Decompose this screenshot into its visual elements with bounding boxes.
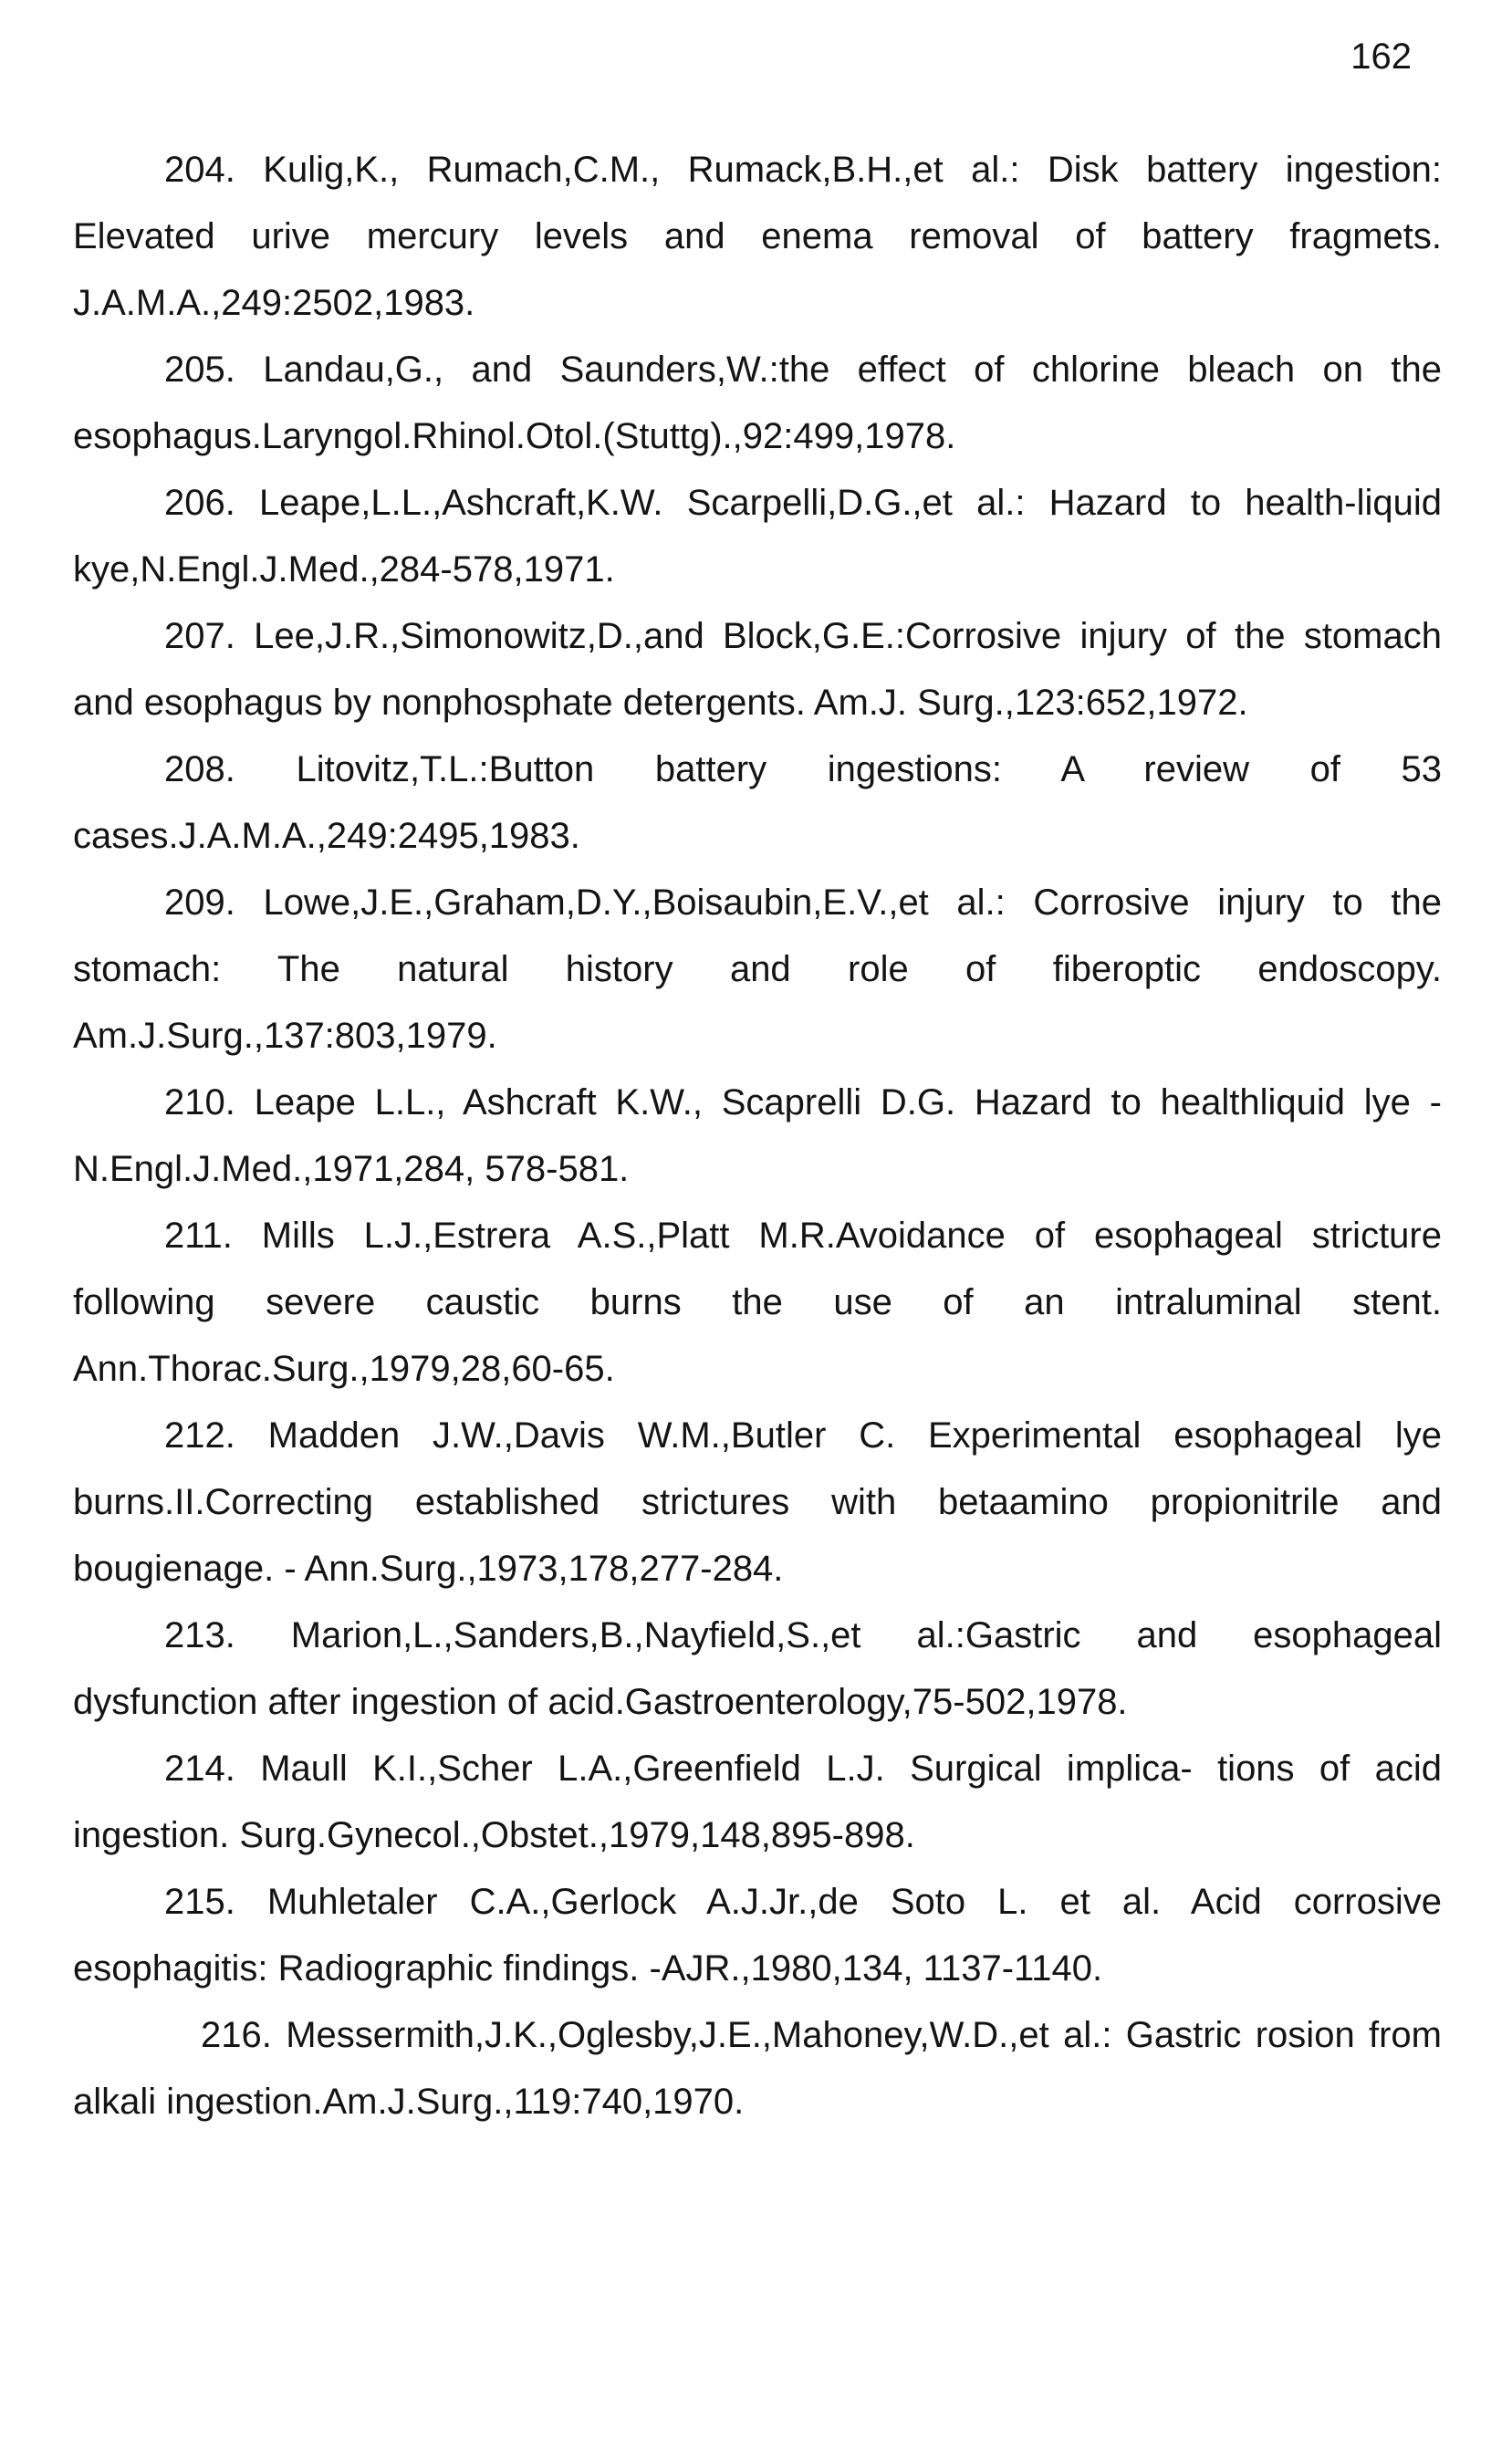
reference-item bbox=[73, 1869, 1442, 2002]
reference-number: 207. bbox=[164, 616, 235, 656]
reference-text: Mills L.J.,Estrera A.S.,Platt M.R.Avoidance of esophageal stricture following severe caustic burns the use of an intraluminal stent. Ann.Thorac.Surg.,1979,28,60-65. bbox=[73, 1216, 1442, 1389]
reference-number: 204. bbox=[164, 150, 235, 190]
reference-number: 216. bbox=[201, 2015, 272, 2055]
reference-text: Leape L.L., Ashcraft K.W., Scaprelli D.G. Hazard to healthliquid lye - N.Engl.J.Med.,1971,284, 578-581. bbox=[73, 1082, 1442, 1189]
reference-item bbox=[73, 603, 1442, 736]
reference-number: 210. bbox=[164, 1082, 235, 1122]
reference-text: Lee,J.R.,Simonowitz,D.,and Block,G.E.:Corrosive injury of the stomach and esophagus by nonphosphate detergents. Am.J. Surg.,123:652,1972. bbox=[73, 616, 1442, 723]
reference-item bbox=[73, 1403, 1442, 1603]
reference-item bbox=[73, 2002, 1442, 2135]
reference-number: 215. bbox=[164, 1882, 235, 1922]
reference-text: Marion,L.,Sanders,B.,Nayfield,S.,et al.:Gastric and esophageal dysfunction after ingestion of acid.Gastroenterology,75-502,1978. bbox=[73, 1615, 1442, 1722]
reference-item bbox=[73, 470, 1442, 603]
reference-number: 208. bbox=[164, 749, 235, 789]
reference-item bbox=[73, 870, 1442, 1070]
reference-text: Leape,L.L.,Ashcraft,K.W. Scarpelli,D.G.,et al.: Hazard to health-liquid kye,N.Engl.J.Med.,284-578,1971. bbox=[73, 483, 1442, 590]
reference-item bbox=[73, 137, 1442, 337]
reference-item bbox=[73, 337, 1442, 470]
reference-text: Madden J.W.,Davis W.M.,Butler C. Experimental esophageal lye burns.II.Correcting established strictures with betaamino propionitrile and bougienage. - Ann.Surg.,1973,178,277-284. bbox=[73, 1415, 1442, 1589]
reference-number: 213. bbox=[164, 1615, 235, 1655]
reference-item bbox=[73, 736, 1442, 870]
reference-text: Maull K.I.,Scher L.A.,Greenfield L.J. Surgical implica- tions of acid ingestion. Surg.Gynecol.,Obstet.,1979,148,895-898. bbox=[73, 1749, 1442, 1855]
reference-text: Lowe,J.E.,Graham,D.Y.,Boisaubin,E.V.,et al.: Corrosive injury to the stomach: The natural history and role of fiberoptic endoscopy. Am.J.Surg.,137:803,1979. bbox=[73, 882, 1442, 1056]
reference-item bbox=[73, 1203, 1442, 1403]
reference-number: 211. bbox=[164, 1216, 233, 1256]
page-number: 162 bbox=[1350, 37, 1412, 77]
reference-text: Litovitz,T.L.:Button battery ingestions: A review of 53 cases.J.A.M.A.,249:2495,1983. bbox=[73, 749, 1442, 856]
reference-number: 209. bbox=[164, 882, 235, 923]
reference-number: 205. bbox=[164, 350, 235, 390]
reference-number: 206. bbox=[164, 483, 235, 523]
reference-text: Muhletaler C.A.,Gerlock A.J.Jr.,de Soto L. et al. Acid corrosive esophagitis: Radiographic findings. -AJR.,1980,134, 1137-1140. bbox=[73, 1882, 1442, 1989]
reference-text: Kulig,K., Rumach,C.M., Rumack,B.H.,et al.: Disk battery ingestion: Elevated urive mercury levels and enema removal of battery fragmets. J.A.M.A.,249:2502,1983. bbox=[73, 150, 1442, 323]
reference-text: Landau,G., and Saunders,W.:the effect of chlorine bleach on the esophagus.Laryngol.Rhinol.Otol.(Stuttg).,92:499,1978. bbox=[73, 350, 1442, 456]
reference-item bbox=[73, 1736, 1442, 1869]
reference-number: 214. bbox=[164, 1749, 235, 1789]
reference-text: Messermith,J.K.,Oglesby,J.E.,Mahoney,W.D.,et al.: Gastric rosion from alkali ingestion.Am.J.Surg.,119:740,1970. bbox=[73, 2015, 1442, 2122]
reference-item bbox=[73, 1603, 1442, 1736]
reference-number: 212. bbox=[164, 1415, 235, 1456]
reference-item bbox=[73, 1070, 1442, 1203]
reference-list bbox=[73, 137, 1442, 2135]
